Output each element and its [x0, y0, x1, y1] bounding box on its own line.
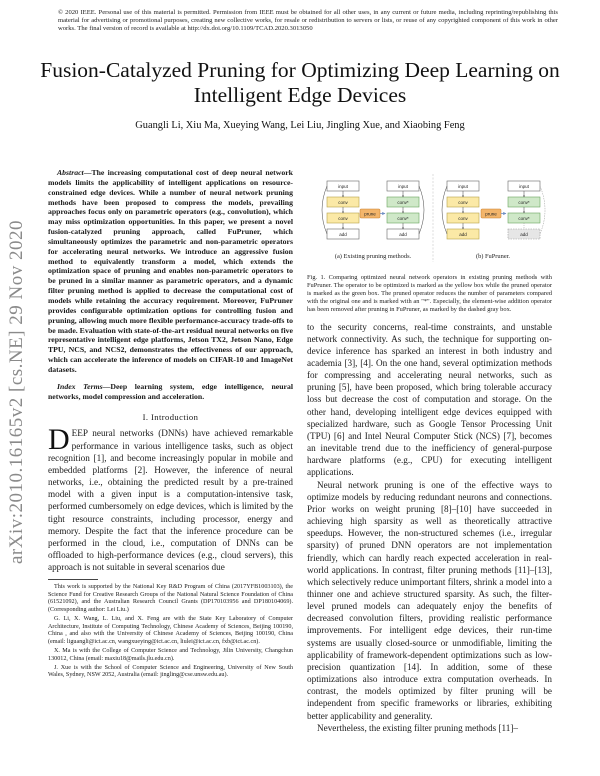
node-input-label: input	[398, 184, 408, 189]
node-add-label: add	[520, 232, 528, 237]
node-prune-label: prune	[364, 211, 376, 217]
footnote-divider	[48, 579, 98, 580]
drop-cap: D	[48, 423, 70, 457]
arxiv-stamp	[2, 212, 32, 572]
node-input-label: input	[338, 184, 348, 189]
figure-1-caption: Fig. 1. Comparing optimized neural network operators in existing pruning methods with FuPruner. The operator to be optimized is marked as the yellow box while the pruned operator is marked as the green box. The pruned operator reduces the number of parameters compared with the original one and is marked with an "*". Especially, the element-wise addition operator has been removed after pruning in FuPruner, as marked by the dashed gray box.	[307, 274, 552, 313]
figure-1	[307, 168, 552, 268]
node-conv-label: conv	[338, 216, 348, 221]
left-column	[48, 168, 293, 681]
node-input-label: input	[519, 184, 529, 189]
section-heading-introduction: I. Introduction	[142, 412, 199, 423]
node-conv-pruned-label: conv*	[518, 216, 530, 221]
abstract-text: —The increasing computational cost of deep neural network models limits the applicability of intelligent applications on resource-constrained edge devices. While a number of neural network pruning methods have been proposed to compress the models, prevailing approaches focus only on parametric operators (e.g., convolution), which may miss optimization opportunities. In this paper, we present a novel fusion-catalyzed pruning approach, called FuPruner, which simultaneously optimizes the parametric and non-parametric operators for accelerating neural networks. We introduce an aggressive fusion method to equivalently transform a model, which extends the optimization space of pruning and enables non-parametric operators to be pruned in a similar manner as parametric operators, and a dynamic filter pruning method is applied to decrease the computational cost of models while retaining the accuracy requirement. Moreover, FuPruner provides configurable optimization options for controlling fusion and pruning, allowing much more flexible performance-accuracy trade-offs to be made. Evaluation with state-of-the-art residual neural networks on five representative intelligent edge platforms, Jetson TX2, Jetson Nano, Edge TPU, NCS, and NCS2, demonstrates the effectiveness of our approach, which can accelerate the inference of models on CIFAR-10 and ImageNet datasets.	[48, 168, 293, 374]
introduction-paragraph	[48, 423, 293, 573]
body-paragraph-2: Neural network pruning is one of the effective ways to optimize models by reducing redundant neurons and connections. Prior works on weight pruning [8]–[10] have succeeded in achieving high sparsity as well as theoretically attractive speedups. However, the non-structured schemes (i.e., irregular sparsity) of pruned DNN operators are not implementation friendly, which can hardly reach expected acceleration in real-world applications. In contrast, filter pruning methods [11]–[13], which selectively reduce unimportant filters, shrink a model into a thinner one and achieve structured sparsity. As such, the filter-level pruned models can adequately enjoy the benefits of decreased convolution filters, providing realistic performance improvements. For intelligent edge devices, their run-time systems are usually closed-source or unmodifiable, limiting the applicability of framework-dependent optimizations such as low-precision quantization [14]. In addition, some of these optimizations also introduce extra computation overheads. In contrast, the models optimized by filter pruning will be independent from specific frameworks or libraries, exhibiting better applicability and generality.	[307, 479, 552, 721]
footnote-affiliation-unsw: J. Xue is with the School of Computer Science and Engineering, University of New South Wales, Sydney, NSW 2052, Australia (email: jingling@cse.unsw.edu.au).	[48, 664, 293, 679]
footnote-affiliation-jlu: X. Ma is with the College of Computer Science and Technology, Jilin University, Changchun 130012, China (email: maxiu18@mails.jlu.edu.cn).	[48, 648, 293, 662]
author-list: Guangli Li, Xiu Ma, Xueying Wang, Lei Liu, Jingling Xue, and Xiaobing Feng	[135, 120, 465, 131]
node-conv-pruned-label: conv*	[397, 200, 409, 205]
node-add-label: add	[399, 232, 407, 237]
node-conv-label: conv	[338, 200, 348, 205]
node-add-label: add	[339, 232, 347, 237]
node-prune-label: prune	[485, 211, 497, 217]
node-add-label: add	[459, 232, 467, 237]
figure-subcaption-b: (b) FuPruner.	[475, 253, 511, 260]
abstract	[48, 168, 293, 375]
footnote-funding: This work is supported by the National Key R&D Program of China (2017YFB1003103), the Science Fund for Creative Research Groups of the National Natural Science Foundation of China (61521092), and the Australian Research Council Grants (DP170103956 and DP180104069). (Corresponding author: Lei Liu.)	[48, 584, 293, 614]
index-terms-text: —Deep learning system, edge intelligence, neural networks, model compression and acceleration.	[48, 381, 293, 401]
node-conv-pruned-label: conv*	[397, 216, 409, 221]
node-conv-label: conv	[458, 200, 468, 205]
figure-panel-b	[442, 181, 545, 260]
index-terms	[48, 382, 293, 402]
body-paragraph-3: Nevertheless, the existing filter pruning methods [11]–	[317, 722, 518, 733]
figure-1-diagram	[307, 168, 552, 268]
figure-panel-a	[322, 181, 424, 260]
figure-subcaption-a: (a) Existing pruning methods.	[334, 253, 412, 260]
footnote-affiliation-ict: G. Li, X. Wang, L. Liu, and X. Feng are with the State Key Laboratory of Computer Architecture, Institute of Computing Technology, Chinese Academy of Sciences, Beijing 100190, China , and also with the University of Chinese Academy of Sciences, Beijing 100190, China (email: liguangli@ict.ac.cn, wangxueying@ict.ac.cn, liulei@ict.ac.cn, fxb@ict.ac.cn).	[48, 616, 293, 645]
introduction-text: EEP neural networks (DNNs) have achieved remarkable performance in various intelligence tasks, such as object recognition [1], and become increasingly popular in mobile and embedded platforms [2]. However, the inference of neural networks, i.e., obtaining the predicted result by a pre-trained model with a given input is a computation-intensive task, performed cumbersomely on edge devices, which is limited by the tight resource constraints, including processor, energy and memory. Despite the fact that the inference procedure can be performed in the cloud, i.e., computation of DNNs can be offloaded to high-performance devices (e.g., cloud servers), this approach is not suitable in several scenarios due	[48, 428, 293, 573]
node-conv-label: conv	[458, 216, 468, 221]
copyright-notice: © 2020 IEEE. Personal use of this material is permitted. Permission from IEEE must be obtained for all other uses, in any current or future media, including reprinting/republishing this material for advertising or promotional purposes, creating new collective works, for resale or redistribution to servers or lists, or reuse of any copyrighted component of this work in other works. The final version of record is available at http://dx.doi.org/10.1109/TCAD.2020.3013050	[58, 9, 558, 33]
arxiv-id: arXiv:2010.16165v2 [cs.NE] 29 Nov 2020	[6, 219, 28, 565]
node-input-label: input	[458, 184, 468, 189]
node-conv-pruned-label: conv*	[518, 200, 530, 205]
index-terms-label: Index Terms	[57, 381, 103, 391]
body-paragraph-1: to the security concerns, real-time constraints, and unstable network connectivity. As such, the technique for supporting on-device inference has sparked an interest in both industry and academia [3], [4]. On the one hand, several optimization methods for compressing and accelerating neural networks, such as pruning [5], have been proposed, which bring tolerable accuracy loss but decrease the cost of computation and storage. On the other hand, developing intelligent edge devices equipped with specialized hardware, such as Google Tensor Processing Unit (TPU) [6] and Intel Neural Computer Stick (NCS) [7], becomes an inevitable trend due to the inefficiency of general-purpose hardware platforms (e.g., CPU) for executing intelligent applications.	[307, 321, 552, 478]
paper-title: Fusion-Catalyzed Pruning for Optimizing Deep Learning on Intelligent Edge Devices	[40, 58, 560, 107]
right-column	[307, 168, 552, 734]
abstract-label: Abstract	[57, 168, 84, 177]
